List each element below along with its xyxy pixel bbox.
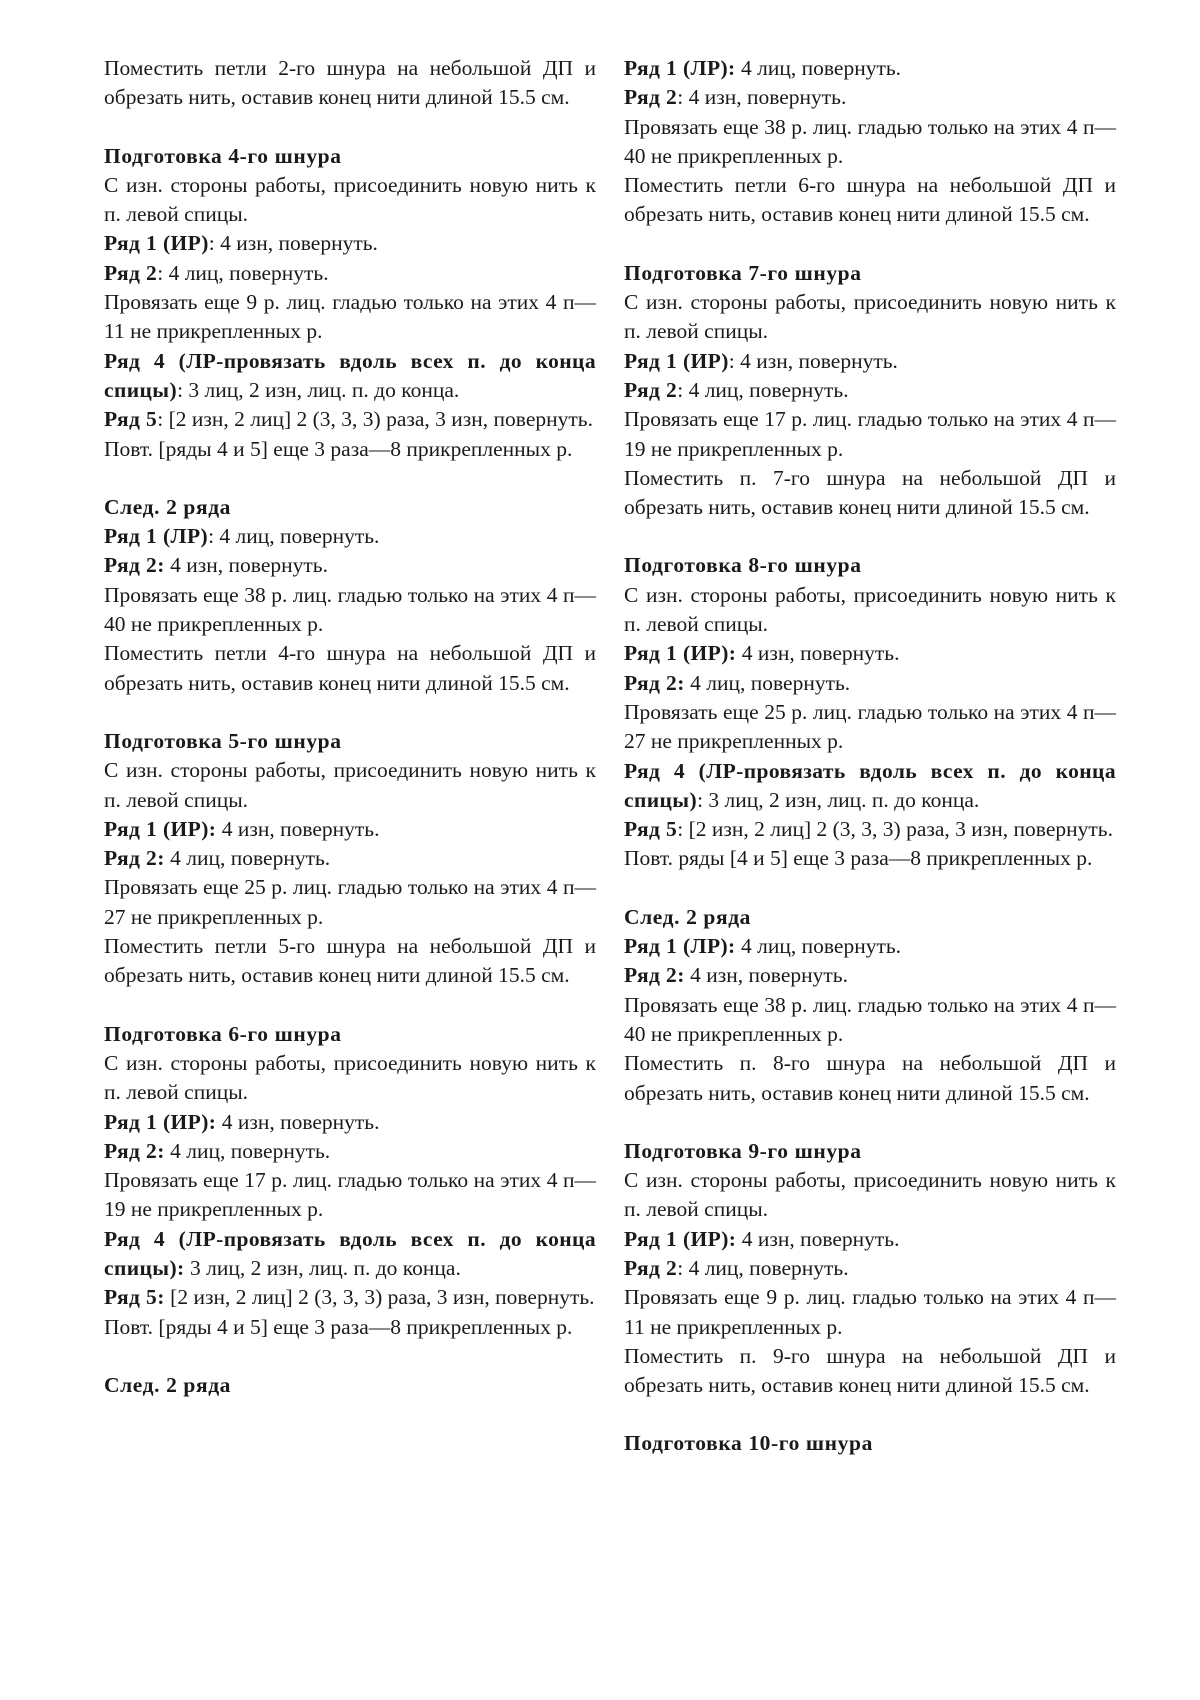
row-instruction (104, 1283, 596, 1312)
instruction-text (624, 844, 1116, 873)
row-text: : 3 лиц, 2 изн, лиц. п. до конца. (697, 787, 980, 812)
row-instruction (104, 522, 596, 551)
row-text: Поместить петли 6-го шнура на небольшой ДП и обрезать нить, оставив конец нити длиной 15.5 см. (624, 173, 1116, 227)
row-text: : 4 лиц, повернуть. (208, 524, 380, 549)
section-heading: Подготовка 5-го шнура (104, 728, 342, 753)
row-text: 3 лиц, 2 изн, лиц. п. до конца. (184, 1255, 461, 1280)
row-instruction (624, 757, 1116, 816)
row-label: Ряд 2: (624, 670, 685, 695)
row-instruction (624, 1225, 1116, 1254)
row-text: 4 лиц, повернуть. (684, 670, 851, 695)
row-text: [2 изн, 2 лиц] 2 (3, 3, 3) раза, 3 изн, повернуть. (164, 1285, 595, 1310)
row-text: : 4 изн, повернуть. (677, 85, 847, 110)
instruction-text (104, 1049, 596, 1108)
section-heading: След. 2 ряда (104, 494, 232, 519)
row-label: Ряд 1 (ЛР) (104, 524, 209, 549)
row-text: : 4 изн, повернуть. (208, 231, 378, 256)
row-text: 4 лиц, повернуть. (735, 934, 902, 959)
instruction-text (624, 1049, 1116, 1108)
instruction-text (624, 581, 1116, 640)
row-text: : [2 изн, 2 лиц] 2 (3, 3, 3) раза, 3 изн, повернуть. (677, 817, 1113, 842)
instruction-text (624, 1342, 1116, 1401)
row-text: 4 изн, повернуть. (216, 1109, 380, 1134)
row-text: Провязать еще 17 р. лиц. гладью только на этих 4 п—19 не прикрепленных р. (624, 407, 1116, 461)
row-text: 4 изн, повернуть. (216, 816, 380, 841)
row-text: 4 лиц, повернуть. (735, 56, 902, 80)
row-instruction (624, 639, 1116, 668)
instruction-text (624, 698, 1116, 757)
row-label: Ряд 1 (ИР): (104, 816, 217, 841)
row-text: С изн. стороны работы, присоединить новую нить к п. левой спицы. (104, 172, 596, 227)
row-label: Ряд 4 (ЛР-провязать вдоль всех п. до конца спицы) (104, 348, 596, 402)
instruction-text (104, 1313, 596, 1342)
section-heading: Подготовка 4-го шнура (104, 143, 342, 168)
instruction-section (104, 727, 596, 991)
row-text: : [2 изн, 2 лиц] 2 (3, 3, 3) раза, 3 изн, повернуть. (157, 407, 593, 432)
row-text: Провязать еще 17 р. лиц. гладью только на этих 4 п—19 не прикрепленных р. (104, 1168, 596, 1222)
row-text: Провязать еще 38 р. лиц. гладью только на этих 4 п—40 не прикрепленных р. (104, 582, 596, 637)
row-text: С изн. стороны работы, присоединить новую нить к п. левой спицы. (624, 290, 1116, 344)
row-label: Ряд 1 (ИР): (624, 641, 737, 666)
row-label: Ряд 2 (624, 377, 678, 402)
row-text: Провязать еще 38 р. лиц. гладью только на этих 4 п—40 не прикрепленных р. (624, 992, 1116, 1046)
row-text: Поместить п. 9-го шнура на небольшой ДП и обрезать нить, оставив конец нити длиной 15.5 см. (624, 1343, 1116, 1398)
left-column (104, 54, 596, 1429)
row-label: Ряд 5 (104, 407, 158, 432)
instruction-section (104, 54, 596, 113)
row-text: Провязать еще 25 р. лиц. гладью только на этих 4 п—27 не прикрепленных р. (104, 875, 596, 929)
instruction-text (624, 1166, 1116, 1225)
instruction-text (104, 1166, 596, 1225)
row-text: С изн. стороны работы, присоединить новую нить к п. левой спицы. (104, 758, 596, 812)
instruction-text (104, 639, 596, 698)
row-label: Ряд 2 (624, 85, 678, 110)
row-text: Повт. ряды [4 и 5] еще 3 раза—8 прикрепленных р. (624, 846, 1093, 871)
row-instruction (104, 815, 596, 844)
row-instruction (624, 932, 1116, 961)
row-text: : 3 лиц, 2 изн, лиц. п. до конца. (177, 377, 460, 402)
section-heading: Подготовка 10-го шнура (624, 1431, 873, 1456)
instruction-text (624, 405, 1116, 464)
instruction-section (104, 1020, 596, 1342)
row-text: Поместить петли 5-го шнура на небольшой ДП и обрезать нить, оставив конец нити длиной 15.5 см. (104, 934, 596, 988)
row-text: С изн. стороны работы, присоединить новую нить к п. левой спицы. (624, 582, 1116, 637)
row-label: Ряд 1 (ЛР): (624, 934, 736, 959)
row-instruction (104, 347, 596, 406)
row-instruction (624, 669, 1116, 698)
row-instruction (104, 229, 596, 258)
instruction-text (104, 54, 596, 113)
instruction-text (624, 171, 1116, 230)
row-instruction (624, 815, 1116, 844)
row-label: Ряд 2: (624, 963, 685, 988)
row-label: Ряд 1 (ИР): (104, 1109, 217, 1134)
instruction-text (104, 873, 596, 932)
row-instruction (624, 54, 1116, 83)
row-instruction (624, 1254, 1116, 1283)
instruction-text (104, 435, 596, 464)
row-label: Ряд 4 (ЛР-провязать вдоль всех п. до конца спицы): (104, 1226, 596, 1280)
row-label: Ряд 2: (104, 1138, 165, 1163)
row-instruction (104, 1108, 596, 1137)
row-text: 4 изн, повернуть. (684, 963, 848, 988)
section-heading: След. 2 ряда (624, 904, 752, 929)
row-text: Поместить п. 8-го шнура на небольшой ДП и обрезать нить, оставив конец нити длиной 15.5 см. (624, 1051, 1116, 1105)
row-text: : 4 лиц, повернуть. (677, 377, 849, 402)
row-text: 4 лиц, повернуть. (164, 846, 331, 871)
row-instruction (624, 347, 1116, 376)
row-label: Ряд 1 (ИР): (624, 1226, 737, 1251)
row-text: : 4 изн, повернуть. (728, 348, 898, 373)
row-label: Ряд 4 (ЛР-провязать вдоль всех п. до конца спицы) (624, 758, 1116, 812)
row-text: Повт. [ряды 4 и 5] еще 3 раза—8 прикрепленных р. (104, 436, 573, 461)
instruction-section (104, 142, 596, 464)
instruction-section (624, 1429, 1116, 1458)
instruction-section (624, 1137, 1116, 1401)
instruction-section (104, 493, 596, 698)
row-text: Поместить петли 2-го шнура на небольшой ДП и обрезать нить, оставив конец нити длиной 15.5 см. (104, 56, 596, 110)
row-instruction (624, 376, 1116, 405)
instruction-text (624, 991, 1116, 1050)
row-text: С изн. стороны работы, присоединить новую нить к п. левой спицы. (104, 1050, 596, 1105)
instruction-text (624, 464, 1116, 523)
row-label: Ряд 5 (624, 817, 678, 842)
row-instruction (104, 405, 596, 434)
instruction-text (104, 171, 596, 230)
section-heading: След. 2 ряда (104, 1372, 232, 1397)
row-instruction (104, 259, 596, 288)
instruction-text (104, 288, 596, 347)
row-label: Ряд 1 (ИР) (104, 231, 209, 256)
row-text: Провязать еще 9 р. лиц. гладью только на этих 4 п— 11 не прикрепленных р. (624, 1285, 1116, 1339)
row-text: С изн. стороны работы, присоединить новую нить к п. левой спицы. (624, 1168, 1116, 1222)
row-text: 4 лиц, повернуть. (164, 1138, 331, 1163)
row-text: Провязать еще 9 р. лиц. гладью только на этих 4 п— 11 не прикрепленных р. (104, 290, 596, 344)
row-text: Провязать еще 25 р. лиц. гладью только на этих 4 п—27 не прикрепленных р. (624, 699, 1116, 754)
right-column (624, 54, 1116, 1488)
instruction-section (624, 259, 1116, 523)
instruction-section (104, 1371, 596, 1400)
row-text: 4 изн, повернуть. (736, 1226, 900, 1251)
section-heading: Подготовка 6-го шнура (104, 1021, 342, 1046)
instruction-text (104, 581, 596, 640)
instruction-section (624, 551, 1116, 873)
row-text: 4 изн, повернуть. (736, 641, 900, 666)
section-heading: Подготовка 8-го шнура (624, 553, 862, 578)
row-instruction (624, 83, 1116, 112)
row-label: Ряд 2 (624, 1255, 678, 1280)
row-instruction (104, 551, 596, 580)
row-label: Ряд 2 (104, 260, 158, 285)
row-text: : 4 лиц, повернуть. (677, 1255, 849, 1280)
row-text: Поместить п. 7-го шнура на небольшой ДП и обрезать нить, оставив конец нити длиной 15.5 см. (624, 465, 1116, 520)
row-instruction (104, 1137, 596, 1166)
row-text: : 4 лиц, повернуть. (157, 260, 329, 285)
instruction-section (624, 54, 1116, 230)
section-heading: Подготовка 9-го шнура (624, 1138, 862, 1163)
instruction-text (104, 756, 596, 815)
row-label: Ряд 1 (ИР) (624, 348, 729, 373)
row-instruction (104, 844, 596, 873)
row-label: Ряд 2: (104, 846, 165, 871)
row-instruction (104, 1225, 596, 1284)
section-heading: Подготовка 7-го шнура (624, 260, 862, 285)
instruction-text (624, 288, 1116, 347)
row-label: Ряд 5: (104, 1285, 165, 1310)
instruction-text (104, 932, 596, 991)
row-label: Ряд 2: (104, 553, 165, 578)
row-instruction (624, 961, 1116, 990)
row-text: Поместить петли 4-го шнура на небольшой ДП и обрезать нить, оставив конец нити длиной 15.5 см. (104, 641, 596, 695)
instruction-text (624, 1283, 1116, 1342)
row-label: Ряд 1 (ЛР): (624, 56, 736, 80)
row-text: Провязать еще 38 р. лиц. гладью только на этих 4 п—40 не прикрепленных р. (624, 114, 1116, 168)
instruction-section (624, 903, 1116, 1108)
instruction-text (624, 113, 1116, 172)
row-text: Повт. [ряды 4 и 5] еще 3 раза—8 прикрепленных р. (104, 1314, 573, 1339)
row-text: 4 изн, повернуть. (164, 553, 328, 578)
